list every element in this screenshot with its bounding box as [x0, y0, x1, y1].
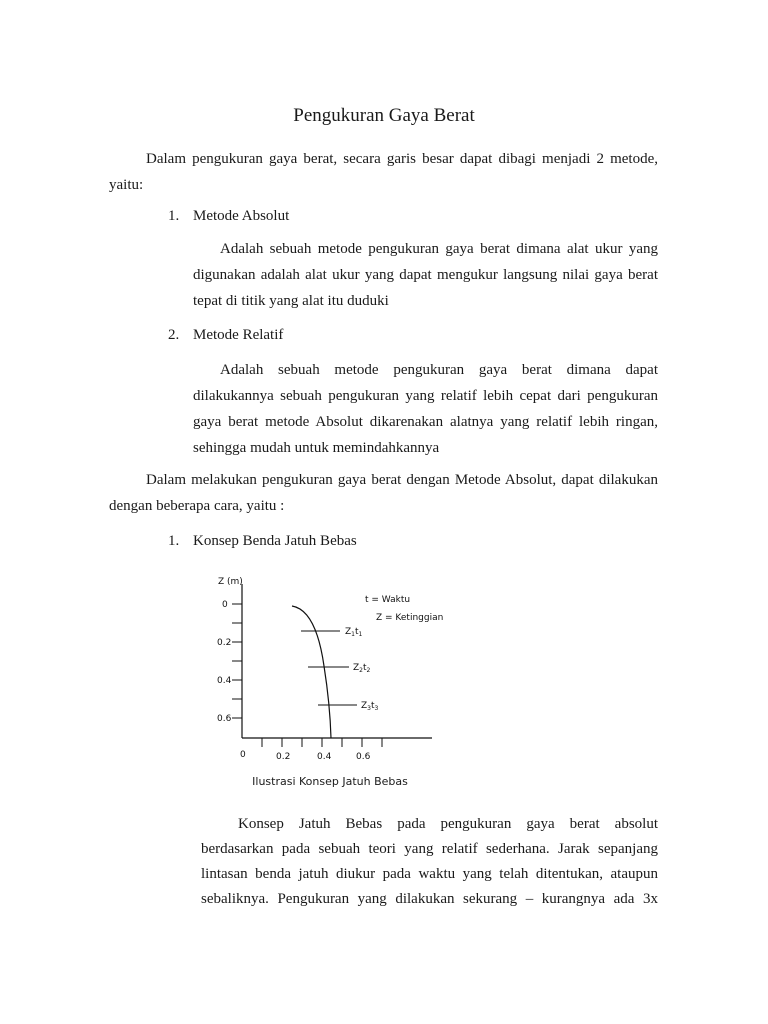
x-tick-label: 0.6 [356, 752, 371, 762]
jatuh-bebas-line-3: lintasan benda jatuh diukur pada waktu yang telah ditentukan, ataupun [201, 866, 658, 882]
method-relatif-heading [168, 324, 283, 346]
marker-label-1: $Z_1t_1$ [345, 627, 363, 638]
y-tick-label: 0.4 [217, 676, 232, 686]
y-axis-label: Z (m) [218, 577, 243, 587]
x-tick-label: 0 [240, 750, 246, 760]
intro-line-1: Dalam pengukuran gaya berat, secara garis besar dapat dibagi menjadi 2 metode, [146, 151, 658, 167]
jatuh-bebas-line-1: Konsep Jatuh Bebas pada pengukuran gaya berat absolut [238, 816, 658, 832]
method-relatif-line-3: gaya berat metode Absolut dikarenakan alatnya yang relatif lebih ringan, [193, 414, 658, 430]
y-tick-label: 0.2 [217, 638, 232, 648]
cara-number: 1. [168, 533, 180, 549]
absolut-intro-paragraph [109, 467, 658, 519]
x-tick-label: 0.2 [276, 752, 291, 762]
figure-caption: Ilustrasi Konsep Jatuh Bebas [252, 775, 408, 788]
method-relatif-line-1: Adalah sebuah metode pengukuran gaya berat dimana dapat [220, 362, 658, 378]
absolut-intro-line-1: Dalam melakukan pengukuran gaya berat dengan Metode Absolut, dapat dilakukan [146, 472, 658, 488]
method-absolut-line-2: digunakan adalah alat ukur yang dapat mengukur langsung nilai gaya berat [193, 267, 658, 283]
marker-label-3: $Z_3t_3$ [361, 701, 379, 712]
jatuh-bebas-line-4: sebaliknya. Pengukuran yang dilakukan sekurang – kurangnya ada 3x [201, 891, 658, 907]
jatuh-bebas-paragraph [201, 812, 658, 912]
x-tick-label: 0.4 [317, 752, 332, 762]
free-fall-figure [200, 570, 460, 770]
jatuh-bebas-line-2: berdasarkan pada sebuah teori yang relatif sederhana. Jarak sepanjang [201, 841, 658, 857]
cara-label: Konsep Benda Jatuh Bebas [193, 533, 357, 549]
method-absolut-description [193, 236, 658, 314]
intro-line-2: yaitu: [109, 177, 144, 193]
method-absolut-line-3: tepat di titik yang alat itu duduki [193, 293, 389, 309]
legend-time: t = Waktu [365, 595, 411, 605]
method-absolut-label: Metode Absolut [193, 208, 290, 224]
y-tick-label: 0.6 [217, 714, 232, 724]
legend-height: Z = Ketinggian [376, 613, 444, 623]
method-relatif-number: 2. [168, 327, 180, 343]
absolut-intro-line-2: dengan beberapa cara, yaitu : [109, 498, 285, 514]
method-absolut-line-1: Adalah sebuah metode pengukuran gaya berat dimana alat ukur yang [220, 241, 658, 257]
marker-label-2: $Z_2t_2$ [353, 663, 371, 674]
method-relatif-line-2: dilakukannya sebuah pengukuran yang relatif lebih cepat dari pengukuran [193, 388, 658, 404]
method-absolut-number: 1. [168, 208, 180, 224]
y-tick-label: 0 [222, 600, 228, 610]
cara-jatuh-bebas-heading [168, 530, 357, 552]
page-title: Pengukuran Gaya Berat [293, 105, 475, 126]
method-relatif-description [193, 357, 658, 461]
trajectory-curve [292, 606, 331, 738]
intro-paragraph [109, 146, 658, 198]
free-fall-diagram [200, 570, 460, 770]
method-relatif-line-4: sehingga mudah untuk memindahkannya [193, 440, 440, 456]
method-absolut-heading [168, 205, 289, 227]
method-relatif-label: Metode Relatif [193, 327, 284, 343]
